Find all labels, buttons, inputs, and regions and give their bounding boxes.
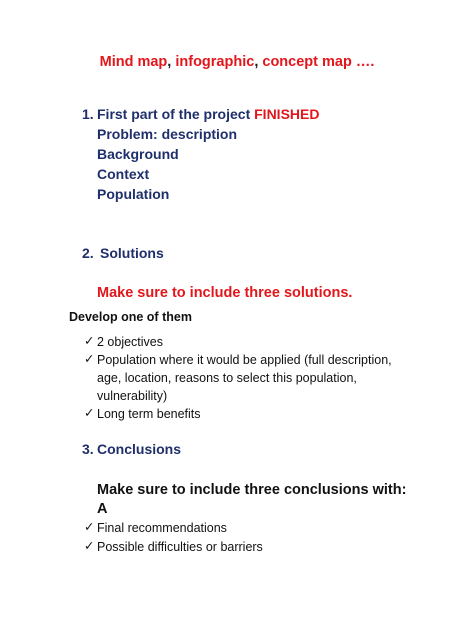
bullet-text: Final recommendations [97, 521, 227, 535]
section-2-heading: Solutions [100, 245, 164, 261]
checkmark-icon: ✓ [84, 520, 95, 534]
bullet-text: Long term benefits [97, 407, 201, 421]
checkmark-icon: ✓ [84, 406, 95, 420]
conclusions-emphasis: Make sure to include three conclusions with: [97, 482, 407, 498]
section-1-line: Population [97, 186, 170, 202]
section-1-line: Problem: description [97, 126, 238, 142]
page-title [0, 54, 474, 70]
title-separator: , [167, 54, 176, 70]
title-mind-map: Mind map [99, 54, 168, 70]
section-1-heading-text: First part of the project [97, 106, 255, 122]
title-concept-map: concept map …. [262, 54, 375, 70]
finished-label: FINISHED [254, 106, 320, 122]
section-1-heading [97, 106, 319, 122]
bullet-text: Population where it would be applied (full description, age, location, reasons to select this population, vulnerability) [97, 353, 392, 403]
checkmark-icon: ✓ [84, 334, 95, 348]
section-number: 1. [82, 106, 94, 122]
section-1-line: Context [97, 166, 150, 182]
section-3-heading: Conclusions [97, 441, 182, 457]
section-number: 2. [82, 245, 94, 261]
checkmark-icon: ✓ [84, 352, 95, 366]
title-separator: , [254, 54, 263, 70]
solutions-emphasis: Make sure to include three solutions. [97, 285, 353, 301]
title-infographic: infographic [175, 54, 255, 70]
conclusions-emphasis-continued: A [97, 501, 108, 517]
bullet-text: Possible difficulties or barriers [97, 540, 263, 554]
develop-subheading: Develop one of them [69, 310, 192, 324]
checkmark-icon: ✓ [84, 539, 95, 553]
section-1-line: Background [97, 146, 179, 162]
section-number: 3. [82, 441, 94, 457]
bullet-text: 2 objectives [97, 335, 164, 349]
